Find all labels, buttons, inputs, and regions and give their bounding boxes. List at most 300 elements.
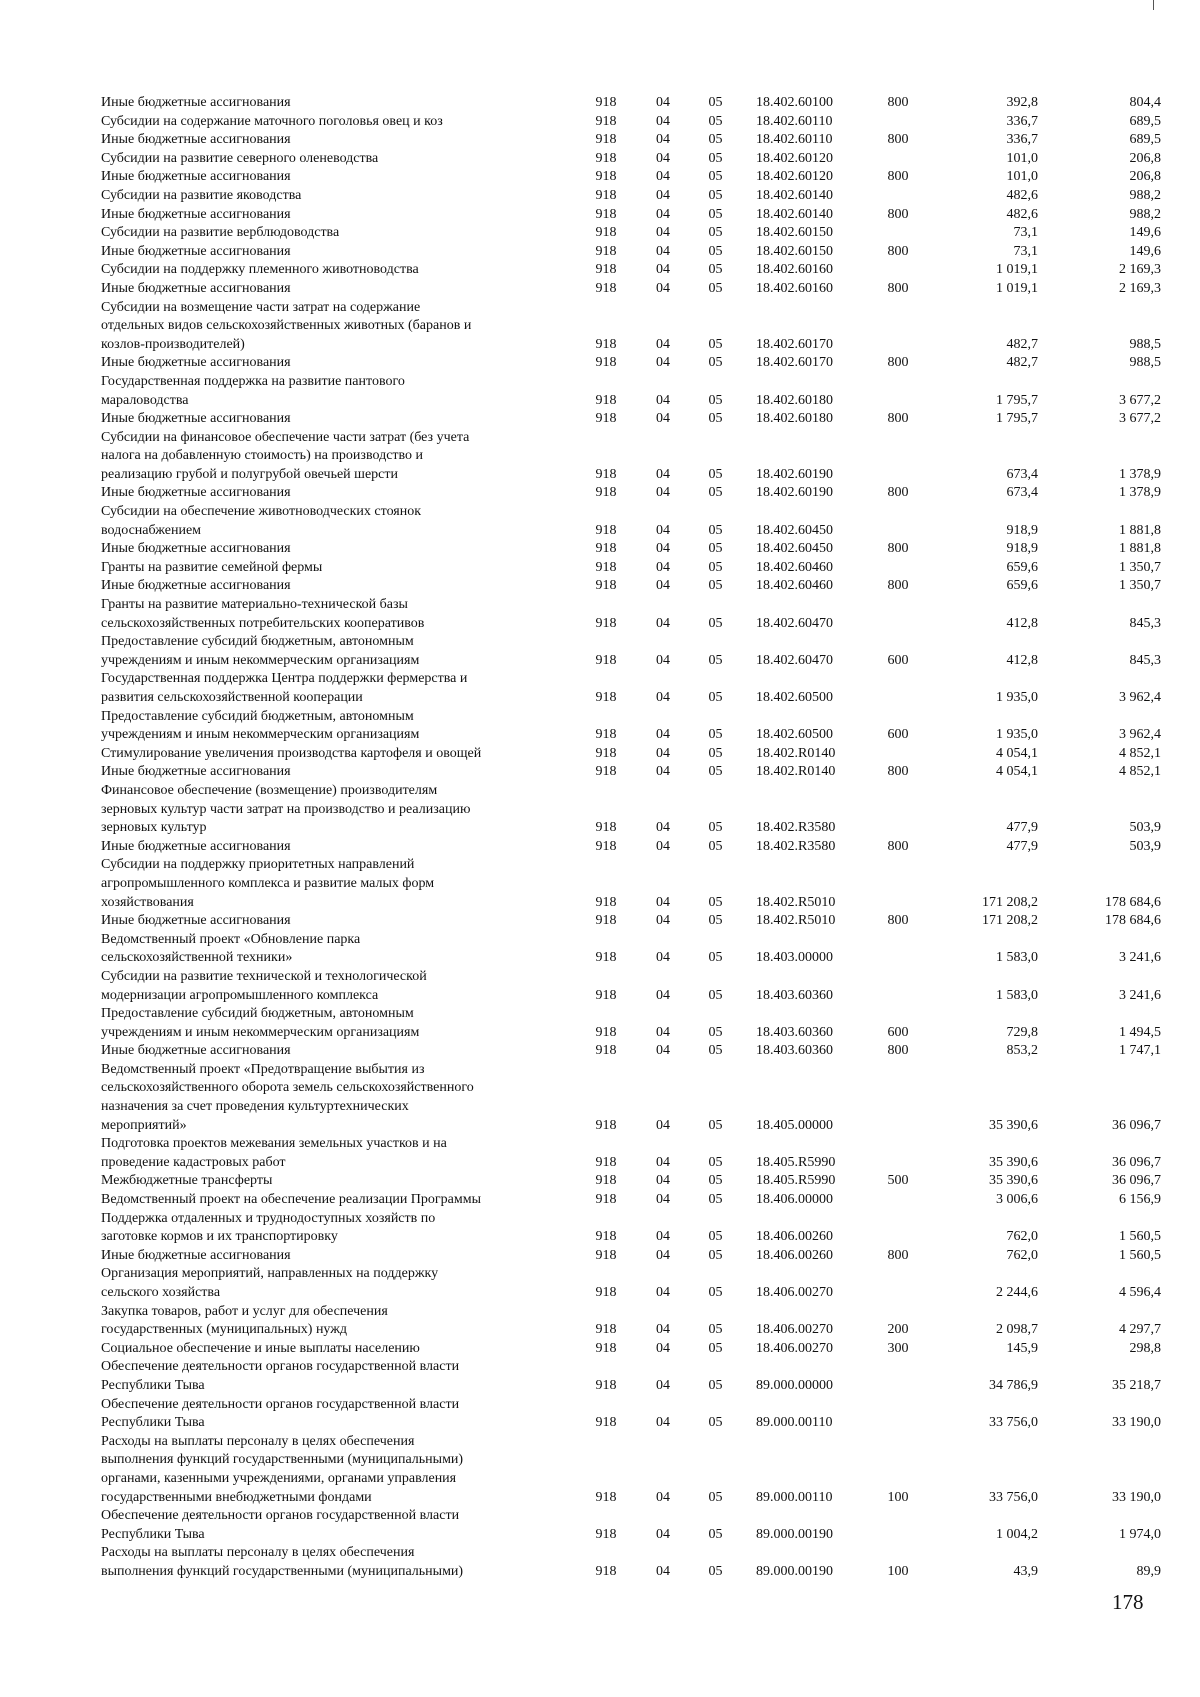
section-code-cell: 04 <box>656 541 670 557</box>
item-name-cell: Иные бюджетные ассигнования <box>101 764 291 780</box>
amount-year-1-cell: 1 583,0 <box>996 950 1038 966</box>
target-article-code-cell: 18.402.60120 <box>756 150 833 166</box>
expense-type-code-cell <box>870 856 926 912</box>
expense-type-code-cell <box>870 261 926 280</box>
table-row <box>101 856 1161 912</box>
amount-year-1-cell: 762,0 <box>1006 1229 1038 1245</box>
table-row <box>101 1433 1161 1507</box>
amount-year-2-cell: 1 974,0 <box>1119 1526 1161 1542</box>
item-name-cell: Иные бюджетные ассигнования <box>101 243 291 259</box>
item-name-cell: Иные бюджетные ассигнования <box>101 95 291 110</box>
admin-code-cell: 918 <box>595 1563 617 1579</box>
target-article-code-cell: 89.000.00190 <box>756 1526 833 1542</box>
section-code-cell: 04 <box>656 1192 670 1208</box>
target-article-code-cell: 18.403.00000 <box>756 950 833 966</box>
subsection-code-cell: 05 <box>708 1043 723 1059</box>
amount-year-2-cell: 178 684,6 <box>1105 913 1161 929</box>
amount-year-1-cell: 33 756,0 <box>989 1415 1038 1431</box>
subsection-code-cell: 05 <box>708 987 723 1003</box>
admin-code-cell: 918 <box>595 1043 617 1059</box>
amount-year-2-cell: 988,2 <box>1129 187 1161 203</box>
section-code-cell: 04 <box>656 745 670 761</box>
page-number: 178 <box>1112 1590 1144 1614</box>
admin-code-cell: 918 <box>595 1117 617 1133</box>
amount-year-1-cell: 659,6 <box>1006 578 1038 594</box>
target-article-code-cell: 18.402.60180 <box>756 411 833 427</box>
expense-type-code-cell <box>870 1061 926 1135</box>
amount-year-1-cell: 729,8 <box>1006 1024 1038 1040</box>
expense-type-code-cell <box>870 559 926 578</box>
expense-type-code-cell <box>870 1191 926 1210</box>
admin-code-cell: 918 <box>595 150 617 166</box>
amount-year-2-cell: 3 677,2 <box>1119 392 1161 408</box>
table-row <box>101 1507 1161 1544</box>
expense-type-code-cell: 800 <box>887 206 909 222</box>
item-name-cell: Предоставление субсидий бюджетным, автономным учреждениям и иным некоммерческим организациям <box>101 1006 420 1040</box>
table-row <box>101 670 1161 707</box>
subsection-code-cell: 05 <box>708 727 723 743</box>
subsection-code-cell: 05 <box>708 838 723 854</box>
section-code-cell: 04 <box>656 466 670 482</box>
amount-year-2-cell: 689,5 <box>1129 113 1161 129</box>
amount-year-1-cell: 1 004,2 <box>996 1526 1038 1542</box>
section-code-cell: 04 <box>656 522 670 538</box>
table-row <box>101 1172 1161 1191</box>
amount-year-1-cell: 1 935,0 <box>996 690 1038 705</box>
target-article-code-cell: 18.402.60470 <box>756 652 833 668</box>
expense-type-code-cell <box>870 1358 926 1395</box>
amount-year-1-cell: 412,8 <box>1006 652 1038 668</box>
table-row <box>101 113 1161 132</box>
item-name-cell: Гранты на развитие семейной фермы <box>101 559 323 575</box>
expense-type-code-cell: 100 <box>887 1489 909 1505</box>
amount-year-1-cell: 673,4 <box>1006 485 1038 501</box>
subsection-code-cell: 05 <box>708 1173 723 1189</box>
amount-year-1-cell: 1 019,1 <box>996 262 1038 278</box>
section-code-cell: 04 <box>656 764 670 780</box>
amount-year-2-cell: 988,5 <box>1129 355 1161 371</box>
target-article-code-cell: 18.402.60140 <box>756 187 833 203</box>
table-row <box>101 782 1161 838</box>
section-code-cell: 04 <box>656 150 670 166</box>
table-row <box>101 1247 1161 1266</box>
admin-code-cell: 918 <box>595 1229 617 1245</box>
admin-code-cell: 918 <box>595 411 617 427</box>
amount-year-2-cell: 3 962,4 <box>1119 690 1161 705</box>
amount-year-1-cell: 918,9 <box>1006 541 1038 557</box>
item-name-cell: Субсидии на поддержку приоритетных направлений агропромышленного комплекса и развитие малых форм хозяйствования <box>101 857 435 910</box>
expense-type-code-cell <box>870 187 926 206</box>
target-article-code-cell: 18.403.60360 <box>756 987 833 1003</box>
item-name-cell: Иные бюджетные ассигнования <box>101 1247 291 1263</box>
amount-year-2-cell: 2 169,3 <box>1119 280 1161 296</box>
amount-year-2-cell: 1 378,9 <box>1119 466 1161 482</box>
target-article-code-cell: 18.406.00270 <box>756 1340 833 1356</box>
subsection-code-cell: 05 <box>708 169 723 185</box>
section-code-cell: 04 <box>656 1489 670 1505</box>
admin-code-cell: 918 <box>595 690 617 705</box>
table-row <box>101 1340 1161 1359</box>
section-code-cell: 04 <box>656 1526 670 1542</box>
amount-year-2-cell: 1 350,7 <box>1119 578 1161 594</box>
amount-year-2-cell: 845,3 <box>1129 652 1161 668</box>
section-code-cell: 04 <box>656 987 670 1003</box>
target-article-code-cell: 18.406.00260 <box>756 1229 833 1245</box>
expense-type-code-cell: 800 <box>887 838 909 854</box>
section-code-cell: 04 <box>656 169 670 185</box>
amount-year-1-cell: 43,9 <box>1013 1563 1038 1579</box>
target-article-code-cell: 18.402.R5010 <box>756 894 836 910</box>
target-article-code-cell: 18.402.60500 <box>756 727 833 743</box>
section-code-cell: 04 <box>656 578 670 594</box>
item-name-cell: Финансовое обеспечение (возмещение) производителям зерновых культур части затрат на производство и реализацию зерновых культур <box>101 782 471 836</box>
target-article-code-cell: 18.402.R0140 <box>756 764 836 780</box>
admin-code-cell: 918 <box>595 764 617 780</box>
target-article-code-cell: 18.402.60160 <box>756 262 833 278</box>
item-name-cell: Организация мероприятий, направленных на поддержку сельского хозяйства <box>101 1266 439 1300</box>
amount-year-1-cell: 659,6 <box>1006 559 1038 575</box>
target-article-code-cell: 18.402.60150 <box>756 243 833 259</box>
section-code-cell: 04 <box>656 652 670 668</box>
amount-year-1-cell: 3 006,6 <box>996 1192 1038 1208</box>
section-code-cell: 04 <box>656 1247 670 1263</box>
subsection-code-cell: 05 <box>708 913 723 929</box>
table-row <box>101 187 1161 206</box>
amount-year-1-cell: 336,7 <box>1006 113 1038 129</box>
expense-type-code-cell: 800 <box>887 578 909 594</box>
amount-year-1-cell: 918,9 <box>1006 522 1038 538</box>
amount-year-2-cell: 2 169,3 <box>1119 262 1161 278</box>
target-article-code-cell: 18.406.00270 <box>756 1322 833 1338</box>
amount-year-1-cell: 482,7 <box>1006 355 1038 371</box>
expense-type-code-cell: 800 <box>887 243 909 259</box>
amount-year-2-cell: 1 881,8 <box>1119 541 1161 557</box>
target-article-code-cell: 18.406.00270 <box>756 1285 833 1300</box>
amount-year-1-cell: 477,9 <box>1006 838 1038 854</box>
admin-code-cell: 918 <box>595 913 617 929</box>
expense-type-code-cell: 500 <box>887 1173 909 1189</box>
amount-year-1-cell: 2 244,6 <box>996 1285 1038 1300</box>
admin-code-cell: 918 <box>595 132 617 148</box>
section-code-cell: 04 <box>656 206 670 222</box>
expense-type-code-cell: 800 <box>887 169 909 185</box>
admin-code-cell: 918 <box>595 820 617 836</box>
table-row <box>101 429 1161 485</box>
subsection-code-cell: 05 <box>708 113 723 129</box>
section-code-cell: 04 <box>656 1173 670 1189</box>
amount-year-2-cell: 4 596,4 <box>1119 1285 1161 1300</box>
expense-type-code-cell <box>870 782 926 838</box>
subsection-code-cell: 05 <box>708 894 723 910</box>
section-code-cell: 04 <box>656 187 670 203</box>
section-code-cell: 04 <box>656 243 670 259</box>
amount-year-2-cell: 988,2 <box>1129 206 1161 222</box>
subsection-code-cell: 05 <box>708 1563 723 1579</box>
table-row <box>101 1544 1161 1581</box>
amount-year-1-cell: 1 019,1 <box>996 280 1038 296</box>
table-row <box>101 745 1161 764</box>
item-name-cell: Иные бюджетные ассигнования <box>101 913 291 929</box>
item-name-cell: Государственная поддержка на развитие пантового мараловодства <box>101 373 405 408</box>
item-name-cell: Обеспечение деятельности органов государственной власти Республики Тыва <box>101 1508 460 1542</box>
table-row <box>101 633 1161 670</box>
subsection-code-cell: 05 <box>708 95 723 110</box>
amount-year-2-cell: 1 881,8 <box>1119 522 1161 538</box>
subsection-code-cell: 05 <box>708 280 723 296</box>
expense-type-code-cell: 800 <box>887 280 909 296</box>
section-code-cell: 04 <box>656 615 670 631</box>
amount-year-2-cell: 33 190,0 <box>1112 1415 1161 1431</box>
table-row <box>101 968 1161 1005</box>
amount-year-2-cell: 1 560,5 <box>1119 1229 1161 1245</box>
subsection-code-cell: 05 <box>708 1415 723 1431</box>
subsection-code-cell: 05 <box>708 485 723 501</box>
table-row <box>101 94 1161 113</box>
expense-type-code-cell <box>870 1135 926 1172</box>
admin-code-cell: 918 <box>595 225 617 241</box>
section-code-cell: 04 <box>656 1154 670 1170</box>
amount-year-2-cell: 689,5 <box>1129 132 1161 148</box>
section-code-cell: 04 <box>656 113 670 129</box>
admin-code-cell: 918 <box>595 838 617 854</box>
item-name-cell: Субсидии на развитие технической и технологической модернизации агропромышленного комплекса <box>101 968 427 1003</box>
subsection-code-cell: 05 <box>708 541 723 557</box>
admin-code-cell: 918 <box>595 894 617 910</box>
item-name-cell: Ведомственный проект «Обновление парка сельскохозяйственной техники» <box>101 931 361 966</box>
target-article-code-cell: 18.403.60360 <box>756 1024 833 1040</box>
target-article-code-cell: 89.000.00000 <box>756 1377 833 1393</box>
admin-code-cell: 918 <box>595 1526 617 1542</box>
section-code-cell: 04 <box>656 1322 670 1338</box>
expense-type-code-cell <box>870 224 926 243</box>
amount-year-1-cell: 171 208,2 <box>982 894 1038 910</box>
amount-year-2-cell: 1 494,5 <box>1119 1024 1161 1040</box>
amount-year-2-cell: 4 852,1 <box>1119 764 1161 780</box>
amount-year-2-cell: 3 962,4 <box>1119 727 1161 743</box>
amount-year-2-cell: 35 218,7 <box>1112 1377 1161 1393</box>
table-row <box>101 1135 1161 1172</box>
admin-code-cell: 918 <box>595 1377 617 1393</box>
target-article-code-cell: 18.402.60100 <box>756 95 833 110</box>
amount-year-1-cell: 762,0 <box>1006 1247 1038 1263</box>
amount-year-2-cell: 845,3 <box>1129 615 1161 631</box>
table-row <box>101 224 1161 243</box>
amount-year-2-cell: 298,8 <box>1129 1340 1161 1356</box>
expense-type-code-cell: 100 <box>887 1563 909 1579</box>
item-name-cell: Предоставление субсидий бюджетным, автономным учреждениям и иным некоммерческим организациям <box>101 708 420 743</box>
expense-type-code-cell <box>870 503 926 540</box>
budget-table <box>101 94 1161 1582</box>
expense-type-code-cell <box>870 931 926 968</box>
item-name-cell: Субсидии на возмещение части затрат на содержание отдельных видов сельскохозяйственных животных (баранов и козлов-производителей) <box>101 299 472 352</box>
section-code-cell: 04 <box>656 913 670 929</box>
section-code-cell: 04 <box>656 1563 670 1579</box>
amount-year-2-cell: 3 241,6 <box>1119 987 1161 1003</box>
subsection-code-cell: 05 <box>708 411 723 427</box>
amount-year-1-cell: 392,8 <box>1006 95 1038 110</box>
item-name-cell: Иные бюджетные ассигнования <box>101 206 291 222</box>
subsection-code-cell: 05 <box>708 150 723 166</box>
item-name-cell: Предоставление субсидий бюджетным, автономным учреждениям и иным некоммерческим организациям <box>101 634 420 668</box>
amount-year-1-cell: 853,2 <box>1006 1043 1038 1059</box>
subsection-code-cell: 05 <box>708 690 723 705</box>
target-article-code-cell: 89.000.00110 <box>756 1415 833 1431</box>
table-row <box>101 577 1161 596</box>
admin-code-cell: 918 <box>595 950 617 966</box>
admin-code-cell: 918 <box>595 336 617 352</box>
admin-code-cell: 918 <box>595 113 617 129</box>
expense-type-code-cell <box>870 373 926 410</box>
item-name-cell: Ведомственный проект на обеспечение реализации Программы <box>101 1192 481 1208</box>
subsection-code-cell: 05 <box>708 187 723 203</box>
subsection-code-cell: 05 <box>708 559 723 575</box>
subsection-code-cell: 05 <box>708 745 723 761</box>
target-article-code-cell: 18.402.60450 <box>756 522 833 538</box>
admin-code-cell: 918 <box>595 1415 617 1431</box>
amount-year-1-cell: 482,6 <box>1006 206 1038 222</box>
amount-year-2-cell: 1 378,9 <box>1119 485 1161 501</box>
subsection-code-cell: 05 <box>708 336 723 352</box>
admin-code-cell: 918 <box>595 1340 617 1356</box>
item-name-cell: Межбюджетные трансферты <box>101 1173 273 1189</box>
amount-year-1-cell: 673,4 <box>1006 466 1038 482</box>
target-article-code-cell: 18.403.60360 <box>756 1043 833 1059</box>
admin-code-cell: 918 <box>595 1024 617 1040</box>
table-row <box>101 596 1161 633</box>
admin-code-cell: 918 <box>595 987 617 1003</box>
item-name-cell: Социальное обеспечение и иные выплаты населению <box>101 1340 420 1356</box>
section-code-cell: 04 <box>656 559 670 575</box>
admin-code-cell: 918 <box>595 485 617 501</box>
table-row <box>101 299 1161 355</box>
amount-year-2-cell: 503,9 <box>1129 820 1161 836</box>
section-code-cell: 04 <box>656 820 670 836</box>
subsection-code-cell: 05 <box>708 355 723 371</box>
amount-year-2-cell: 804,4 <box>1129 95 1161 110</box>
table-row <box>101 261 1161 280</box>
section-code-cell: 04 <box>656 95 670 110</box>
target-article-code-cell: 18.402.R3580 <box>756 838 836 854</box>
subsection-code-cell: 05 <box>708 1489 723 1505</box>
item-name-cell: Расходы на выплаты персоналу в целях обеспечения выполнения функций государственными (муниципальными) органами, казенными учреждениями, органами управления государственными внебюджетными фондами <box>101 1433 464 1505</box>
subsection-code-cell: 05 <box>708 225 723 241</box>
admin-code-cell: 918 <box>595 466 617 482</box>
subsection-code-cell: 05 <box>708 392 723 408</box>
table-row <box>101 1005 1161 1042</box>
subsection-code-cell: 05 <box>708 1340 723 1356</box>
target-article-code-cell: 18.402.60190 <box>756 485 833 501</box>
target-article-code-cell: 18.402.60190 <box>756 466 833 482</box>
amount-year-1-cell: 101,0 <box>1006 169 1038 185</box>
admin-code-cell: 918 <box>595 1489 617 1505</box>
table-row <box>101 838 1161 857</box>
subsection-code-cell: 05 <box>708 1322 723 1338</box>
amount-year-2-cell: 149,6 <box>1129 243 1161 259</box>
item-name-cell: Обеспечение деятельности органов государственной власти Республики Тыва <box>101 1396 460 1431</box>
amount-year-2-cell: 988,5 <box>1129 336 1161 352</box>
admin-code-cell: 918 <box>595 1154 617 1170</box>
item-name-cell: Иные бюджетные ассигнования <box>101 541 291 557</box>
admin-code-cell: 918 <box>595 1247 617 1263</box>
amount-year-1-cell: 33 756,0 <box>989 1489 1038 1505</box>
amount-year-2-cell: 503,9 <box>1129 838 1161 854</box>
target-article-code-cell: 18.402.60170 <box>756 336 833 352</box>
expense-type-code-cell: 800 <box>887 95 909 110</box>
target-article-code-cell: 18.402.60110 <box>756 113 833 129</box>
item-name-cell: Субсидии на поддержку племенного животноводства <box>101 262 419 278</box>
table-row <box>101 131 1161 150</box>
amount-year-1-cell: 34 786,9 <box>989 1377 1038 1393</box>
expense-type-code-cell: 300 <box>887 1340 909 1356</box>
amount-year-2-cell: 206,8 <box>1129 150 1161 166</box>
admin-code-cell: 918 <box>595 1192 617 1208</box>
expense-type-code-cell <box>870 1210 926 1247</box>
expense-type-code-cell: 600 <box>887 652 909 668</box>
amount-year-2-cell: 178 684,6 <box>1105 894 1161 910</box>
amount-year-1-cell: 336,7 <box>1006 132 1038 148</box>
amount-year-1-cell: 4 054,1 <box>996 764 1038 780</box>
admin-code-cell: 918 <box>595 578 617 594</box>
subsection-code-cell: 05 <box>708 615 723 631</box>
item-name-cell: Иные бюджетные ассигнования <box>101 355 291 371</box>
amount-year-2-cell: 36 096,7 <box>1112 1154 1161 1170</box>
target-article-code-cell: 18.402.60500 <box>756 690 833 705</box>
target-article-code-cell: 18.402.60120 <box>756 169 833 185</box>
expense-type-code-cell <box>870 596 926 633</box>
target-article-code-cell: 18.402.60150 <box>756 225 833 241</box>
target-article-code-cell: 18.402.60180 <box>756 392 833 408</box>
target-article-code-cell: 89.000.00190 <box>756 1563 833 1579</box>
admin-code-cell: 918 <box>595 615 617 631</box>
table-row <box>101 280 1161 299</box>
admin-code-cell: 918 <box>595 392 617 408</box>
section-code-cell: 04 <box>656 132 670 148</box>
amount-year-1-cell: 171 208,2 <box>982 913 1038 929</box>
subsection-code-cell: 05 <box>708 764 723 780</box>
amount-year-2-cell: 149,6 <box>1129 225 1161 241</box>
amount-year-1-cell: 482,7 <box>1006 336 1038 352</box>
target-article-code-cell: 18.402.60460 <box>756 559 833 575</box>
item-name-cell: Иные бюджетные ассигнования <box>101 1043 291 1059</box>
admin-code-cell: 918 <box>595 522 617 538</box>
subsection-code-cell: 05 <box>708 578 723 594</box>
target-article-code-cell: 18.402.60140 <box>756 206 833 222</box>
expense-type-code-cell: 800 <box>887 485 909 501</box>
section-code-cell: 04 <box>656 690 670 705</box>
subsection-code-cell: 05 <box>708 1229 723 1245</box>
admin-code-cell: 918 <box>595 280 617 296</box>
subsection-code-cell: 05 <box>708 1247 723 1263</box>
amount-year-1-cell: 35 390,6 <box>989 1154 1038 1170</box>
section-code-cell: 04 <box>656 1043 670 1059</box>
item-name-cell: Поддержка отдаленных и труднодоступных хозяйств по заготовке кормов и их транспортировку <box>101 1210 436 1245</box>
item-name-cell: Субсидии на обеспечение животноводческих стоянок водоснабжением <box>101 504 422 538</box>
admin-code-cell: 918 <box>595 355 617 371</box>
item-name-cell: Субсидии на развитие яководства <box>101 187 302 203</box>
expense-type-code-cell <box>870 1396 926 1433</box>
section-code-cell: 04 <box>656 894 670 910</box>
amount-year-2-cell: 89,9 <box>1136 1563 1161 1579</box>
table-row <box>101 1042 1161 1061</box>
item-name-cell: Иные бюджетные ассигнования <box>101 169 291 185</box>
scan-edge-mark <box>1153 0 1154 10</box>
section-code-cell: 04 <box>656 1117 670 1133</box>
expense-type-code-cell <box>870 113 926 132</box>
table-row <box>101 1396 1161 1433</box>
item-name-cell: Ведомственный проект «Предотвращение выбытия из сельскохозяйственного оборота земель сельскохозяйственного назначения за счет проведения культуртехнических мероприятий» <box>101 1061 474 1133</box>
section-code-cell: 04 <box>656 1415 670 1431</box>
table-row <box>101 1265 1161 1302</box>
